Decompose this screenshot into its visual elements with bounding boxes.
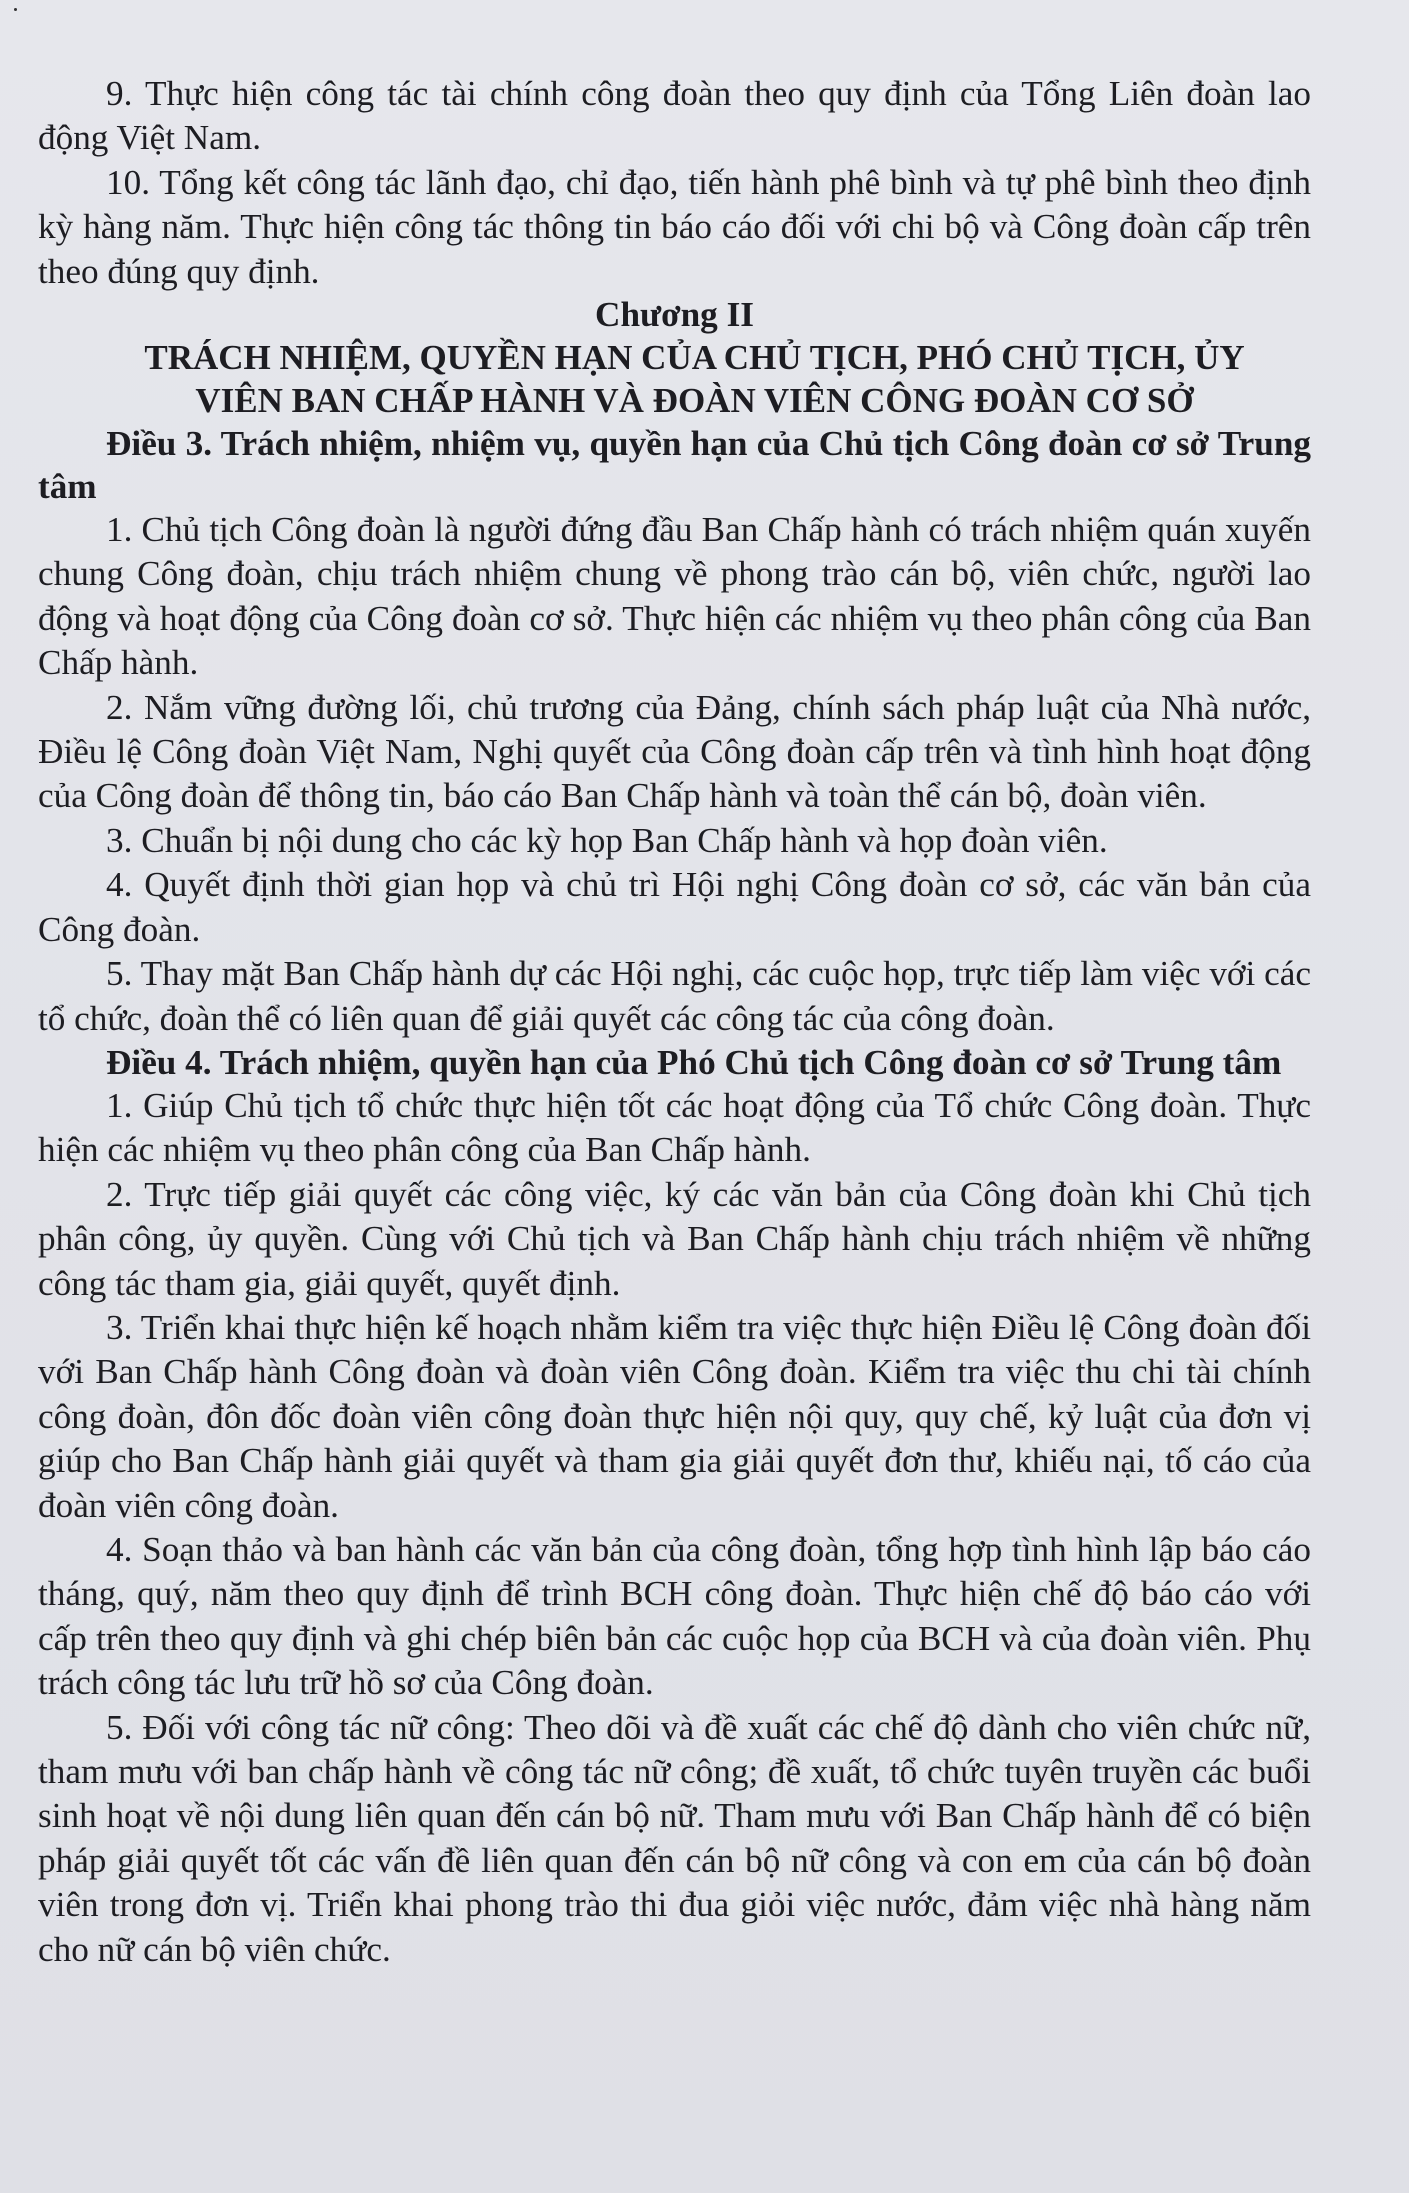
article-4-item-1: 1. Giúp Chủ tịch tổ chức thực hiện tốt các hoạt động của Tổ chức Công đoàn. Thực hiện các nhiệm vụ theo phân công của Ban Chấp hành.: [38, 1085, 1311, 1170]
article-3-item-2: 2. Nắm vững đường lối, chủ trương của Đảng, chính sách pháp luật của Nhà nước, Điều lệ Công đoàn Việt Nam, Nghị quyết của Công đoàn cấp trên và tình hình hoạt động của Công đoàn để thông tin, báo cáo Ban Chấp hành và toàn thể cán bộ, đoàn viên.: [38, 687, 1311, 816]
article-3-item-3: 3. Chuẩn bị nội dung cho các kỳ họp Ban Chấp hành và họp đoàn viên.: [106, 820, 1108, 860]
article-3-item-1: 1. Chủ tịch Công đoàn là người đứng đầu Ban Chấp hành có trách nhiệm quán xuyến chung Công đoàn, chịu trách nhiệm chung về phong trào cán bộ, viên chức, người lao động và hoạt động của Công đoàn cơ sở. Thực hiện các nhiệm vụ theo phân công của Ban Chấp hành.: [38, 510, 1311, 683]
article-4-item-5: 5. Đối với công tác nữ công: Theo dõi và đề xuất các chế độ dành cho viên chức nữ, tham mưu với ban chấp hành về công tác nữ công; đề xuất, tổ chức tuyên truyền các buổi sinh hoạt về nội dung liên quan đến cán bộ nữ. Tham mưu với Ban Chấp hành để có biện pháp giải quyết tốt các vấn đề liên quan đến cán bộ nữ công và con em của cán bộ đoàn viên trong đơn vị. Triển khai phong trào thi đua giỏi việc nước, đảm việc nhà hàng năm cho nữ cán bộ viên chức.: [38, 1707, 1311, 1969]
article-4-title: Điều 4. Trách nhiệm, quyền hạn của Phó Chủ tịch Công đoàn cơ sở Trung tâm: [106, 1042, 1282, 1082]
chapter-title: TRÁCH NHIỆM, QUYỀN HẠN CỦA CHỦ TỊCH, PHÓ CHỦ TỊCH, ỦY VIÊN BAN CHẤP HÀNH VÀ ĐOÀN VIÊN CÔNG ĐOÀN CƠ SỞ: [144, 338, 1245, 421]
article-4-item-2: 2. Trực tiếp giải quyết các công việc, ký các văn bản của Công đoàn khi Chủ tịch phân công, ủy quyền. Cùng với Chủ tịch và Ban Chấp hành chịu trách nhiệm về những công tác tham gia, giải quyết, quyết định.: [38, 1174, 1311, 1303]
article-3-item-5: 5. Thay mặt Ban Chấp hành dự các Hội nghị, các cuộc họp, trực tiếp làm việc với các tổ chức, đoàn thể có liên quan để giải quyết các công tác của công đoàn.: [38, 954, 1311, 1038]
chapter-number: Chương II: [595, 295, 754, 335]
article-4-item-4: 4. Soạn thảo và ban hành các văn bản của công đoàn, tổng hợp tình hình lập báo cáo tháng, quý, năm theo quy định để trình BCH công đoàn. Thực hiện chế độ báo cáo với cấp trên theo quy định và ghi chép biên bản các cuộc họp của BCH và của đoàn viên. Phụ trách công tác lưu trữ hồ sơ của Công đoàn.: [38, 1529, 1311, 1703]
scan-speck: [14, 8, 17, 11]
article-3-title: Điều 3. Trách nhiệm, nhiệm vụ, quyền hạn của Chủ tịch Công đoàn cơ sở Trung tâm: [38, 424, 1311, 507]
paragraph-item-9: 9. Thực hiện công tác tài chính công đoàn theo quy định của Tổng Liên đoàn lao động Việt Nam.: [38, 74, 1311, 158]
paragraph-item-10: 10. Tổng kết công tác lãnh đạo, chỉ đạo, tiến hành phê bình và tự phê bình theo định kỳ hàng năm. Thực hiện công tác thông tin báo cáo đối với chi bộ và Công đoàn cấp trên theo đúng quy định.: [38, 162, 1311, 291]
article-3-item-4: 4. Quyết định thời gian họp và chủ trì Hội nghị Công đoàn cơ sở, các văn bản của Công đoàn.: [38, 865, 1311, 949]
article-4-item-3: 3. Triển khai thực hiện kế hoạch nhằm kiểm tra việc thực hiện Điều lệ Công đoàn đối với Ban Chấp hành Công đoàn và đoàn viên Công đoàn. Kiểm tra việc thu chi tài chính công đoàn, đôn đốc đoàn viên công đoàn thực hiện nội quy, quy chế, kỷ luật của đơn vị giúp cho Ban Chấp hành giải quyết và tham gia giải quyết đơn thư, khiếu nại, tố cáo của đoàn viên công đoàn.: [38, 1307, 1311, 1525]
